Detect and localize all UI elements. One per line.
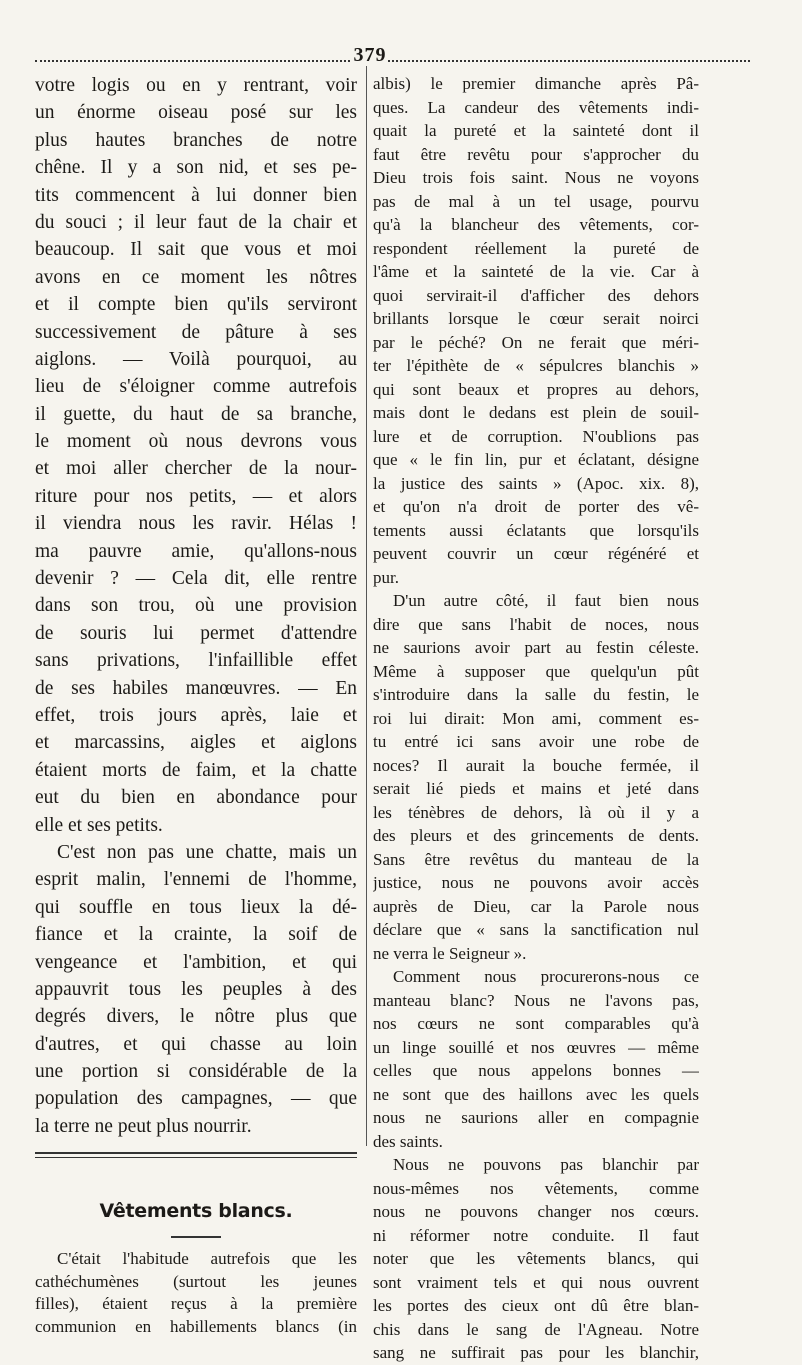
text-line: Nous ne pouvons pas blanchir par <box>393 1155 699 1174</box>
text-line: dans son trou, où une provision <box>35 595 357 617</box>
text-line: de souris lui permet d'attendre <box>35 622 357 644</box>
text-line: et qu'on n'a droit de porter des vê- <box>373 497 699 516</box>
text-line: communion en habillements blancs (in <box>35 1317 357 1337</box>
text-line: celles que nous appelons bonnes — <box>373 1061 699 1080</box>
text-line: dire que sans l'habit de noces, nous <box>373 614 699 634</box>
text-line: un linge souillé et nos œuvres — même <box>373 1037 699 1057</box>
text-line: pur. <box>373 567 399 587</box>
header-rule-right <box>388 60 750 62</box>
text-line: quoi servirait-il d'afficher des dehors <box>373 285 699 305</box>
text-line: manteau blanc? Nous ne l'avons pas, <box>373 990 699 1010</box>
text-line: votre logis ou en y rentrant, voir <box>35 75 357 96</box>
text-line: pas de mal à un tel usage, pourvu <box>373 191 699 211</box>
page-number: 379 <box>353 44 387 66</box>
text-line: et moi aller chercher de la nour- <box>35 458 357 480</box>
right-paragraph-4 <box>373 1153 699 1365</box>
text-line: D'un autre côté, il faut bien nous <box>393 591 699 610</box>
text-line: qui sont beaux et propres au dehors, <box>373 379 699 399</box>
text-line: de ses habiles manœuvres. — En <box>35 677 357 699</box>
text-line: une portion si considérable de la <box>35 1061 357 1083</box>
text-line: fiance et la crainte, la soif de <box>35 924 357 946</box>
text-line: eut du bien en abondance pour <box>35 787 357 809</box>
text-line: respondent réellement la pureté de <box>373 238 699 258</box>
text-line: devenir ? — Cela dit, elle rentre <box>35 568 357 590</box>
left-column <box>35 72 357 1339</box>
text-line: ne verra le Seigneur ». <box>373 943 527 963</box>
left-paragraph-2 <box>35 839 357 1140</box>
text-line: que « le fin lin, pur et éclatant, désigne <box>373 450 699 469</box>
text-line: par le péché? On ne ferait que méri- <box>373 332 699 352</box>
text-line: beaucoup. Il sait que vous et moi <box>35 239 357 261</box>
text-line: avons en ce moment les nôtres <box>35 266 357 288</box>
right-column <box>373 72 699 1365</box>
text-line: des saints. <box>373 1131 443 1151</box>
text-line: s'introduire dans la salle du festin, le <box>373 685 699 704</box>
text-line: C'est non pas une chatte, mais un <box>57 841 357 863</box>
text-line: du souci ; il leur faut de la chair et <box>35 211 357 233</box>
text-line: et marcassins, aigles et aiglons <box>35 732 357 754</box>
text-line: effet, trois jours après, laie et <box>35 704 357 726</box>
text-line: aiglons. — Voilà pourquoi, au <box>35 348 357 370</box>
text-line: population des campagnes, — que <box>35 1088 357 1110</box>
section-title: Vêtements blancs. <box>99 1200 293 1223</box>
text-line: nous-mêmes nos vêtements, comme <box>373 1178 699 1198</box>
left-paragraph-1 <box>35 72 357 839</box>
text-line: tements aussi éclatants que lorsqu'ils <box>373 520 699 540</box>
text-line: ter l'épithète de « sépulcres blanchis » <box>373 356 699 375</box>
text-line: roi lui dirait: Mon ami, comment es- <box>373 708 699 728</box>
text-line: chêne. Il y a son nid, et ses pe- <box>35 157 357 179</box>
text-line: le moment où nous devrons vous <box>35 431 357 453</box>
text-line: riture pour nos petits, — et alors <box>35 485 357 507</box>
text-line: justice, nous ne pouvons avoir accès <box>373 873 699 892</box>
text-line: ma pauvre amie, qu'allons-nous <box>35 540 357 562</box>
text-line: Dieu trois fois saint. Nous ne voyons <box>373 168 699 187</box>
text-line: nos cœurs ne sont comparables qu'à <box>373 1014 699 1033</box>
text-line: cathéchumènes (surtout les jeunes <box>35 1271 357 1291</box>
text-line: ne saurions avoir part au festin céleste. <box>373 638 699 657</box>
text-line: sont vraiment tels et qui nous ouvrent <box>373 1272 699 1292</box>
text-line: lieu de s'éloigner comme autrefois <box>35 376 357 398</box>
right-paragraph-2 <box>373 589 699 965</box>
text-line: qui souffle en tous lieux la dé- <box>35 896 357 918</box>
text-line: degrés divers, le nôtre plus que <box>35 1006 357 1028</box>
title-dash <box>171 1236 221 1238</box>
text-line: faut être revêtu pour s'approcher du <box>373 144 699 164</box>
text-line: noter que les vêtements blancs, qui <box>373 1249 699 1268</box>
section-separator <box>35 1150 357 1166</box>
text-line: C'était l'habitude autrefois que les <box>57 1249 357 1269</box>
text-line: un énorme oiseau posé sur les <box>35 102 357 124</box>
text-line: sans privations, l'infaillible effet <box>35 650 357 672</box>
text-line: nous ne saurions aller en compagnie <box>373 1108 699 1127</box>
text-line: l'âme et la sainteté de la vie. Car à <box>373 262 699 281</box>
text-line: il viendra nous les ravir. Hélas ! <box>35 513 357 535</box>
text-line: successivement de pâture à ses <box>35 321 357 343</box>
text-line: quait la pureté et la sainteté dont il <box>373 121 699 140</box>
text-line: auprès de Dieu, car la Parole nous <box>373 896 699 916</box>
text-line: nous ne pouvons changer nos cœurs. <box>373 1202 699 1221</box>
text-line: et il compte bien qu'ils serviront <box>35 294 357 316</box>
text-line: sang ne suffirait pas pour les blanchir, <box>373 1343 699 1362</box>
text-line: Même à supposer que quelqu'un pût <box>373 661 699 681</box>
text-line: elle et ses petits. <box>35 814 163 836</box>
text-line: tits commencent à lui donner bien <box>35 184 357 206</box>
text-line: il guette, du haut de sa branche, <box>35 403 357 425</box>
text-line: la terre ne peut plus nourrir. <box>35 1115 252 1137</box>
text-line: vengeance et l'ambition, et qui <box>35 951 357 973</box>
text-line: les ténèbres de dehors, là où il y a <box>373 802 699 822</box>
text-line: les portes des cieux ont dû être blan- <box>373 1296 699 1315</box>
text-line: mais dont le dedans est plein de souil- <box>373 403 699 422</box>
text-line: esprit malin, l'ennemi de l'homme, <box>35 869 357 891</box>
text-line: qu'à la blancheur des vêtements, cor- <box>373 215 699 234</box>
text-line: déclare que « sans la sanctification nul <box>373 920 699 939</box>
section-paragraph <box>35 1248 357 1338</box>
text-line: noces? Il aurait la bouche fermée, il <box>373 755 699 775</box>
text-line: plus hautes branches de notre <box>35 129 357 151</box>
text-line: albis) le premier dimanche après Pâ- <box>373 74 699 93</box>
right-paragraph-1 <box>373 72 699 589</box>
text-line: filles), étaient reçus à la première <box>35 1294 357 1314</box>
text-line: étaient morts de faim, et la chatte <box>35 759 357 781</box>
text-line: la justice des saints » (Apoc. xix. 8), <box>373 473 699 493</box>
right-paragraph-3 <box>373 965 699 1153</box>
text-line: ques. La candeur des vêtements indi- <box>373 97 699 117</box>
text-line: des pleurs et des grincements de dents. <box>373 826 699 845</box>
text-line: chis dans le sang de l'Agneau. Notre <box>373 1319 699 1339</box>
text-line: brillants lorsque le cœur serait noirci <box>373 309 699 328</box>
column-divider <box>366 66 367 1146</box>
text-line: ne sont que des haillons avec les quels <box>373 1084 699 1104</box>
text-line: d'autres, et qui chasse au loin <box>35 1033 357 1055</box>
text-line: appauvrit tous les peuples à des <box>35 978 357 1000</box>
text-line: Sans être revêtus du manteau de la <box>373 849 699 869</box>
text-line: lure et de corruption. N'oublions pas <box>373 426 699 446</box>
header-rule-left <box>35 60 350 62</box>
text-line: peuvent couvrir un cœur régénéré et <box>373 544 699 563</box>
text-line: Comment nous procurerons-nous ce <box>393 967 699 986</box>
text-line: tu entré ici sans avoir une robe de <box>373 732 699 751</box>
text-line: serait lié pieds et mains et jeté dans <box>373 779 699 798</box>
text-line: ni réformer notre conduite. Il faut <box>373 1225 699 1245</box>
